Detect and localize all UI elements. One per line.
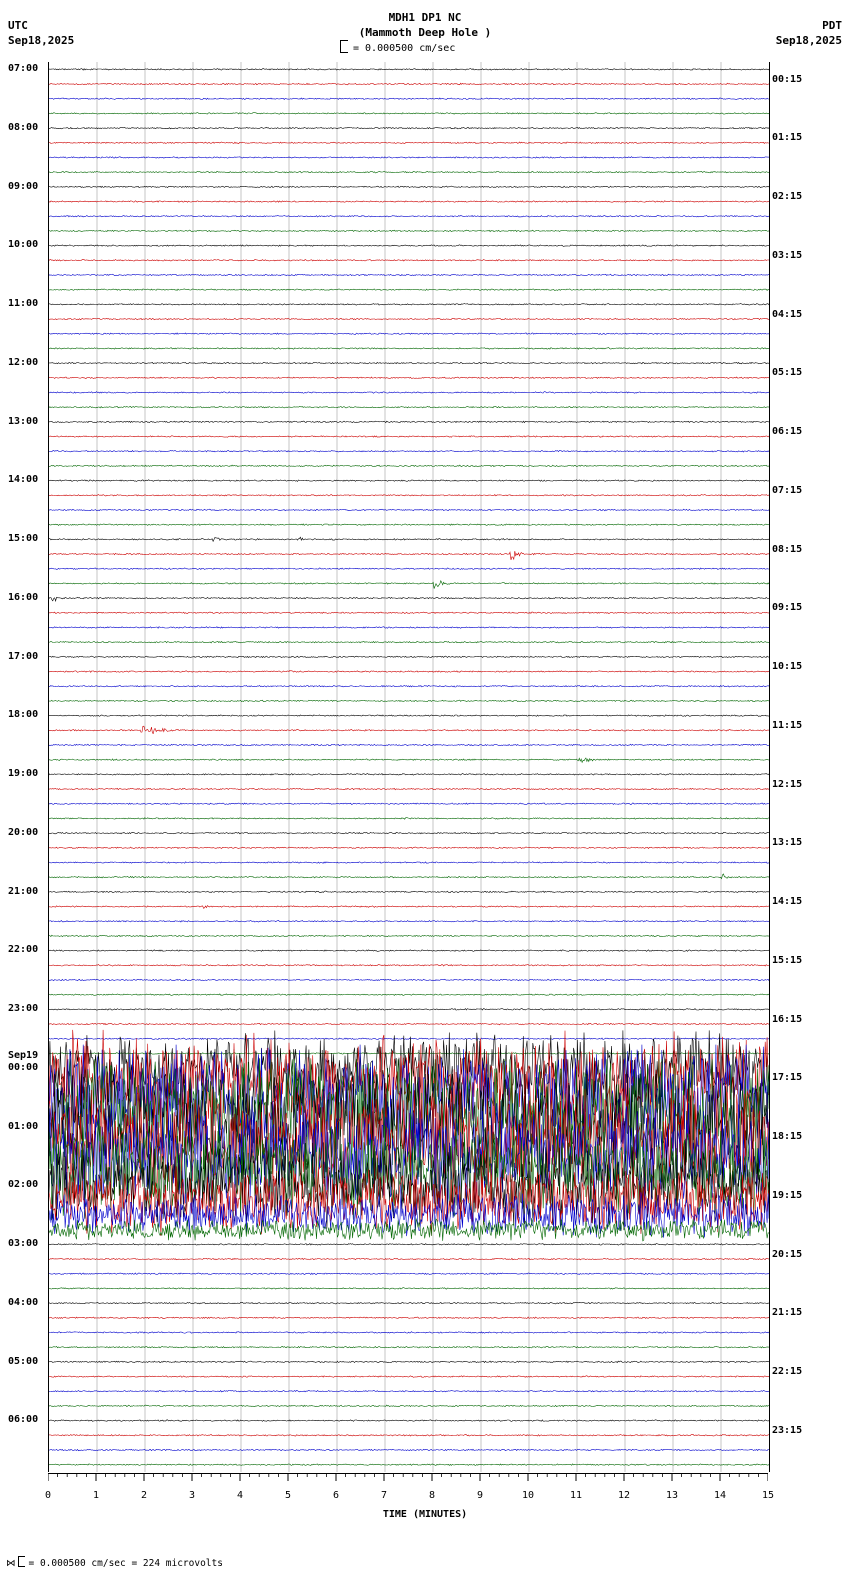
seismogram-trace: [49, 874, 769, 879]
seismogram-trace: [49, 1332, 769, 1334]
time-label-left: 10:00: [8, 239, 39, 251]
time-label-left: 18:00: [8, 709, 39, 721]
time-label-left: 08:00: [8, 121, 39, 133]
time-label-right: 03:15: [772, 249, 803, 261]
seismogram-trace: [49, 656, 769, 658]
seismogram-trace: [49, 1288, 769, 1290]
time-label-right: 14:15: [772, 896, 803, 908]
time-label-left: 04:00: [8, 1296, 39, 1308]
seismogram-trace: [49, 597, 769, 601]
time-label-right: 22:15: [772, 1366, 803, 1378]
seismogram-trace: [49, 392, 769, 394]
time-label-left: 09:00: [8, 180, 39, 192]
time-label-right: 05:15: [772, 367, 803, 379]
seismogram-trace: [49, 1302, 769, 1304]
x-tick-label: 6: [332, 1490, 340, 1501]
footer-scale-bar-icon: [18, 1556, 25, 1567]
seismogram-trace: [49, 377, 769, 379]
seismogram-trace: [49, 1449, 769, 1451]
time-label-right: 11:15: [772, 719, 803, 731]
time-label-right: 01:15: [772, 132, 803, 144]
seismogram-trace: [49, 847, 769, 849]
x-tick-label: 13: [665, 1490, 679, 1501]
seismogram-trace: [49, 509, 769, 511]
seismogram-trace: [49, 245, 769, 247]
time-label-left: 23:00: [8, 1003, 39, 1014]
time-label-left: 06:00: [8, 1414, 39, 1426]
header-left-zone: UTC: [8, 19, 28, 32]
seismogram-trace: [49, 1376, 769, 1378]
seismogram-trace: [49, 1023, 769, 1025]
time-label-left: 11:00: [8, 298, 39, 309]
seismogram-trace: [49, 715, 769, 717]
seismogram-trace: [49, 304, 769, 306]
seismogram-trace: [49, 994, 769, 996]
seismogram-trace: [49, 289, 769, 291]
seismogram-trace: [49, 788, 769, 790]
seismogram-trace: [49, 260, 769, 262]
seismogram-trace: [49, 862, 769, 864]
time-label-left: 13:00: [8, 415, 39, 427]
time-label-left: 22:00: [8, 944, 39, 956]
seismogram-trace: [49, 832, 769, 834]
seismogram-trace: [49, 201, 769, 203]
time-label-left: 01:00: [8, 1120, 39, 1132]
seismogram-trace: [49, 318, 769, 320]
seismogram-trace: [49, 891, 769, 893]
seismogram-trace: [49, 581, 769, 589]
footer-marker-icon: ⋈: [6, 1558, 16, 1569]
x-tick-label: 3: [188, 1490, 196, 1501]
x-tick-label: 5: [284, 1490, 292, 1501]
seismogram-trace: [49, 671, 769, 673]
seismogram-trace: [49, 551, 769, 560]
x-axis-title: TIME (MINUTES): [382, 1509, 468, 1520]
time-label-right: 21:15: [772, 1307, 803, 1319]
seismogram-trace: [49, 348, 769, 350]
time-label-right: 18:15: [772, 1131, 803, 1143]
seismogram-trace: [49, 1405, 769, 1407]
seismogram-trace: [49, 1361, 769, 1363]
seismogram-trace: [49, 1317, 769, 1319]
seismogram-trace: [49, 744, 769, 746]
seismogram-trace: [49, 1038, 769, 1040]
seismogram-trace: [49, 450, 769, 452]
x-tick-label: 1: [92, 1490, 100, 1501]
time-label-left: 02:00: [8, 1179, 39, 1191]
header-right-date: Sep18,2025: [775, 34, 842, 47]
seismogram-trace: [49, 113, 769, 115]
x-tick-label: 11: [569, 1490, 583, 1501]
x-tick-label: 7: [380, 1490, 388, 1501]
seismogram-trace: [49, 83, 769, 85]
x-tick-label: 4: [236, 1490, 244, 1501]
seismogram-trace: [49, 1435, 769, 1437]
header-right: [776, 18, 842, 48]
seismogram-trace: [49, 1244, 769, 1246]
header-left-date: Sep18,2025: [8, 34, 75, 47]
x-tick-label: 10: [521, 1490, 535, 1501]
x-tick-label: 14: [713, 1490, 727, 1501]
seismogram-trace: [49, 537, 769, 541]
seismogram-trace: [49, 1273, 769, 1275]
station-code: MDH1 DP1 NC: [388, 11, 462, 24]
time-label-right: 19:15: [772, 1189, 803, 1201]
scale-bar-icon: [340, 40, 348, 53]
seismogram-trace: [49, 1464, 769, 1466]
seismogram-trace: [49, 965, 769, 967]
station-name: (Mammoth Deep Hole ): [358, 26, 492, 39]
time-label-left: 19:00: [8, 768, 39, 779]
seismogram-trace: [49, 921, 769, 923]
seismogram-trace: [49, 127, 769, 129]
x-tick-label: 9: [476, 1490, 484, 1501]
seismogram-trace: [49, 480, 769, 482]
time-label-left: 12:00: [8, 356, 39, 368]
time-label-right: 02:15: [772, 191, 803, 203]
x-tick-label: 0: [44, 1490, 52, 1501]
seismogram-trace: [49, 726, 769, 733]
time-label-right: 04:15: [772, 308, 803, 320]
time-label-left: 03:00: [8, 1238, 39, 1249]
seismogram-trace: [49, 818, 769, 820]
seismogram-trace: [49, 142, 769, 144]
time-label-left: 07:00: [8, 63, 39, 74]
time-label-left: 14:00: [8, 474, 39, 486]
time-label-right: 08:15: [772, 543, 803, 555]
seismogram-trace: [49, 1346, 769, 1348]
seismogram-trace: [49, 157, 769, 159]
scale-text: = 0.000500 cm/sec: [353, 43, 456, 54]
seismogram-trace: [49, 627, 769, 629]
seismogram-trace: [49, 495, 769, 497]
seismogram-trace: [49, 274, 769, 276]
seismogram-plot: [48, 62, 770, 1472]
seismogram-trace: [49, 230, 769, 232]
seismogram-trace: [49, 436, 769, 438]
x-axis: [48, 1472, 768, 1486]
time-label-left: Sep19: [8, 1049, 39, 1061]
time-label-right: 00:15: [772, 73, 803, 85]
seismogram-trace: [49, 568, 769, 570]
seismogram-trace: [49, 612, 769, 614]
header-right-zone: PDT: [822, 19, 842, 32]
time-label-right: 10:15: [772, 661, 803, 673]
time-label-right: 17:15: [772, 1072, 803, 1084]
time-label-left: 16:00: [8, 591, 39, 603]
x-tick-label: 2: [140, 1490, 148, 1501]
time-label-left: 21:00: [8, 885, 39, 897]
seismogram-trace: [49, 421, 769, 423]
x-tick-label: 12: [617, 1490, 631, 1501]
seismogram-trace: [49, 69, 769, 71]
seismogram-trace: [49, 950, 769, 952]
seismogram-trace: [49, 935, 769, 937]
seismogram-trace: [49, 774, 769, 776]
footer-text: = 0.000500 cm/sec = 224 microvolts: [28, 1558, 223, 1569]
seismogram-trace: [49, 700, 769, 702]
seismogram-trace: [49, 362, 769, 364]
seismogram-trace: [49, 98, 769, 100]
time-label-left: 05:00: [8, 1355, 39, 1367]
time-label-left: 15:00: [8, 533, 39, 544]
time-label-right: 13:15: [772, 837, 803, 849]
header-center: [0, 10, 850, 40]
time-label-left: 00:00: [8, 1061, 39, 1073]
seismogram-trace: [49, 685, 769, 687]
time-label-right: 06:15: [772, 426, 803, 438]
seismogram-trace: [49, 906, 769, 909]
time-label-right: 20:15: [772, 1248, 803, 1260]
seismogram-trace: [49, 1009, 769, 1011]
seismogram-trace: [49, 186, 769, 188]
seismogram-trace: [49, 979, 769, 981]
seismogram-trace: [49, 758, 769, 762]
seismogram-trace: [49, 1258, 769, 1260]
seismogram-trace: [49, 1420, 769, 1422]
seismogram-trace: [49, 171, 769, 173]
footer-scale-note: [6, 1556, 223, 1569]
time-label-right: 07:15: [772, 484, 803, 496]
time-label-right: 12:15: [772, 778, 803, 790]
x-tick-label: 15: [761, 1490, 775, 1501]
seismogram-trace: [49, 641, 769, 643]
time-label-left: 17:00: [8, 650, 39, 662]
seismogram-trace: [49, 333, 769, 335]
seismogram-trace: [49, 406, 769, 408]
seismogram-trace: [49, 803, 769, 805]
time-label-right: 23:15: [772, 1424, 803, 1436]
seismogram-trace: [49, 1390, 769, 1392]
seismogram-trace: [49, 524, 769, 526]
x-tick-label: 8: [428, 1490, 436, 1501]
time-label-right: 16:15: [772, 1013, 803, 1025]
time-label-right: 09:15: [772, 602, 803, 614]
seismogram-trace: [49, 465, 769, 467]
time-label-right: 15:15: [772, 954, 803, 966]
scale-annotation: [340, 40, 455, 54]
seismogram-trace: [49, 216, 769, 218]
time-label-left: 20:00: [8, 826, 39, 838]
